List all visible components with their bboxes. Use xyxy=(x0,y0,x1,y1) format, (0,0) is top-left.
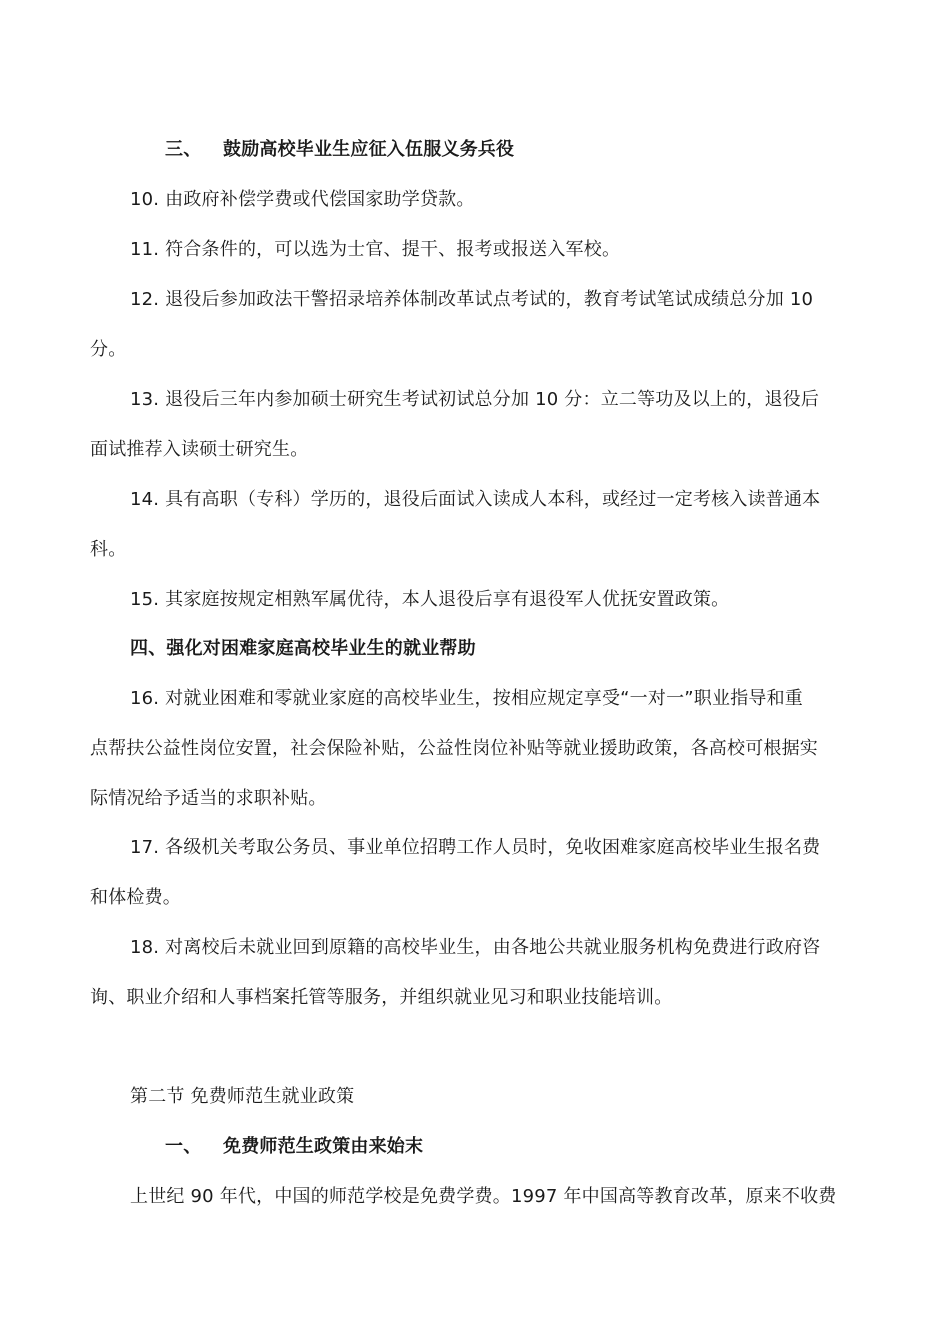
item-12-line-1: 12. 退役后参加政法干警招录培养体制改革试点考试的，教育考试笔试成绩总分加 10 xyxy=(130,289,814,310)
heading-marker: 三、 xyxy=(165,139,202,160)
section-heading-3 xyxy=(165,138,514,162)
item-16-line-1: 16. 对就业困难和零就业家庭的高校毕业生，按相应规定享受“一对一”职业指导和重 xyxy=(130,688,803,709)
item-16-line-2: 点帮扶公益性岗位安置，社会保险补贴，公益性岗位补贴等就业援助政策，各高校可根据实 xyxy=(90,738,818,759)
item-18-line-2: 询、职业介绍和人事档案托管等服务，并组织就业见习和职业技能培训。 xyxy=(90,987,673,1008)
heading-marker: 一、 xyxy=(165,1136,202,1157)
item-13-line-2: 面试推荐入读硕士研究生。 xyxy=(90,439,309,460)
item-15: 15. 其家庭按规定相熟军属优待，本人退役后享有退役军人优抚安置政策。 xyxy=(130,589,730,610)
heading-title: 免费师范生政策由来始末 xyxy=(223,1136,424,1157)
section-heading-1 xyxy=(165,1135,423,1159)
item-12-line-2: 分。 xyxy=(90,339,127,360)
section-heading-4: 四、强化对困难家庭高校毕业生的就业帮助 xyxy=(130,638,476,659)
item-13-line-1: 13. 退役后三年内参加硕士研究生考试初试总分加 10 分：立二等功及以上的，退役后 xyxy=(130,389,820,410)
item-17-line-1: 17. 各级机关考取公务员、事业单位招聘工作人员时，免收困难家庭高校毕业生报名费 xyxy=(130,837,821,858)
paragraph-intro: 上世纪 90 年代，中国的师范学校是免费学费。1997 年中国高等教育改革，原来不收费 xyxy=(130,1186,837,1207)
item-14-line-2: 科。 xyxy=(90,539,127,560)
heading-title: 鼓励高校毕业生应征入伍服义务兵役 xyxy=(223,139,515,160)
item-17-line-2: 和体检费。 xyxy=(90,887,181,908)
section-title-2: 第二节 免费师范生就业政策 xyxy=(130,1086,355,1107)
item-14-line-1: 14. 具有高职（专科）学历的，退役后面试入读成人本科，或经过一定考核入读普通本 xyxy=(130,489,821,510)
item-16-line-3: 际情况给予适当的求职补贴。 xyxy=(90,788,327,809)
item-11: 11. 符合条件的，可以选为士官、提干、报考或报送入军校。 xyxy=(130,239,621,260)
item-10: 10. 由政府补偿学费或代偿国家助学贷款。 xyxy=(130,189,475,210)
item-18-line-1: 18. 对离校后未就业回到原籍的高校毕业生，由各地公共就业服务机构免费进行政府咨 xyxy=(130,937,821,958)
